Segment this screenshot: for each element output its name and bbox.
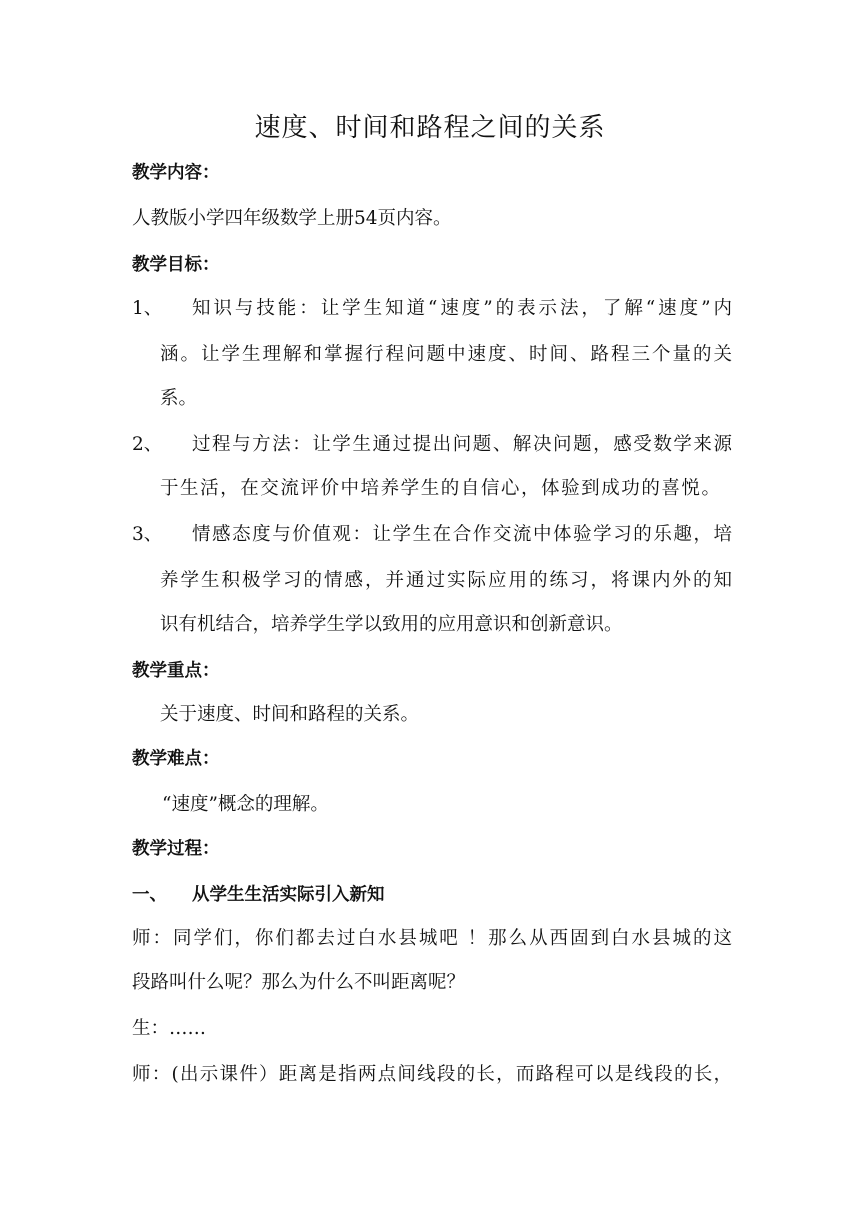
goal-1-line-1: 知识与技能：让学生知道“速度”的表示法，了解“速度”内 xyxy=(192,298,732,319)
goal-3-line-1: 情感态度与价值观：让学生在合作交流中体验学习的乐趣，培 xyxy=(192,524,732,545)
goal-2-line-1: 过程与方法：让学生通过提出问题、解决问题，感受数学来源 xyxy=(192,434,732,455)
process-heading: 教学过程： xyxy=(132,839,220,859)
step-1-title: 从学生生活实际引入新知 xyxy=(192,885,385,905)
content-text: 人教版小学四年级数学上册54页内容。 xyxy=(132,208,452,229)
goal-1-line-2: 涵。让学生理解和掌握行程问题中速度、时间、路程三个量的关 xyxy=(160,344,732,365)
dialogue-line-1: 师：同学们，你们都去过白水县城吧 ！那么从西固到白水县城的这 xyxy=(132,928,732,949)
goal-2-line-2: 于生活，在交流评价中培养学生的自信心，体验到成功的喜悦。 xyxy=(160,478,720,499)
dialogue-line-4: 师：(出示课件）距离是指两点间线段的长，而路程可以是线段的长， xyxy=(132,1064,732,1085)
goals-heading: 教学目标： xyxy=(132,255,220,275)
difficulty-text: “速度”概念的理解。 xyxy=(162,794,329,815)
key-text: 关于速度、时间和路程的关系。 xyxy=(160,704,420,725)
content-heading: 教学内容： xyxy=(132,163,220,183)
difficulty-heading: 教学难点： xyxy=(132,749,220,769)
dialogue-line-2: 段路叫什么呢？那么为什么不叫距离呢？ xyxy=(132,972,466,993)
goal-3-line-3: 识有机结合，培养学生学以致用的应用意识和创新意识。 xyxy=(160,614,623,635)
goal-3-line-2: 养学生积极学习的情感，并通过实际应用的练习，将课内外的知 xyxy=(160,570,732,591)
document-title: 速度、时间和路程之间的关系 xyxy=(254,113,606,143)
step-1-number: 一、 xyxy=(132,885,167,905)
goal-3-number: 3、 xyxy=(132,524,163,545)
dialogue-line-3: 生：…… xyxy=(132,1018,207,1039)
goal-1-line-3: 系。 xyxy=(160,388,198,409)
goal-1-number: 1、 xyxy=(132,298,163,319)
goal-2-number: 2、 xyxy=(132,434,163,455)
key-heading: 教学重点： xyxy=(132,661,220,681)
